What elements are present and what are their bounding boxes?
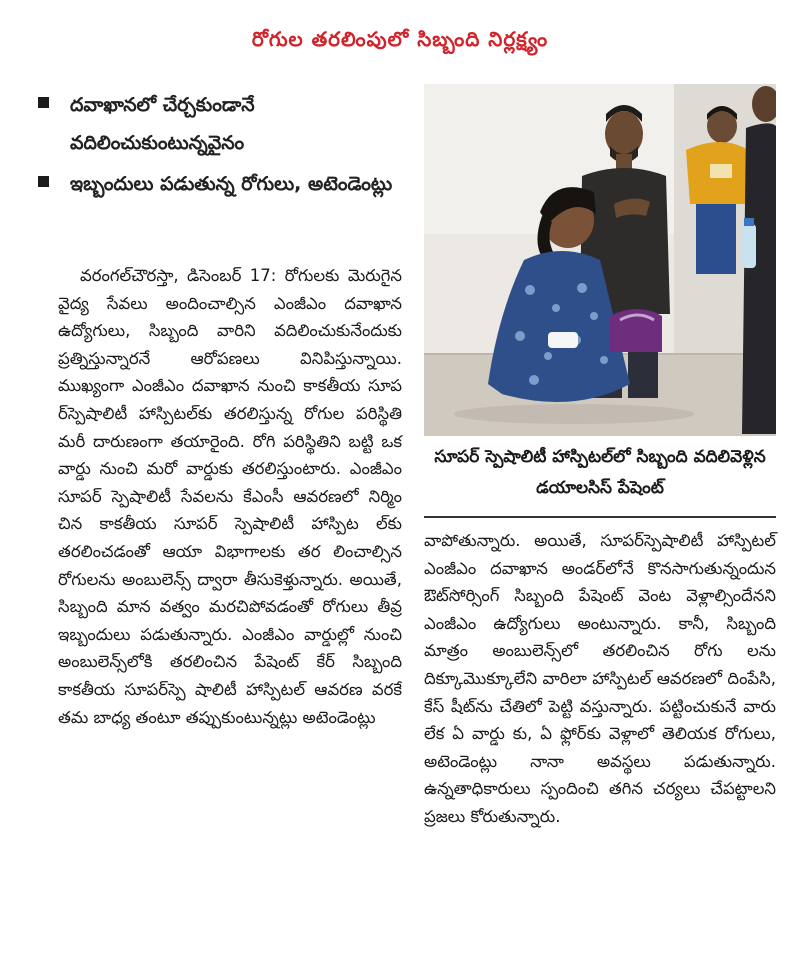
subhead-1-text: దవాఖానలో చేర్చకుండానే వదిలించుకుంటున్నవైనం bbox=[70, 94, 255, 154]
caption-divider bbox=[424, 516, 776, 518]
article-body-left: వరంగల్‌చౌరస్తా, డిసెంబర్ 17: రోగులకు మెరుగైన వైద్య సేవలు అందించాల్సిన ఎంజీఎం దవాఖాన ఉద్యోగులు, సిబ్బంది వారిని వదిలించుకునేందుకు ప్రత్నిస్తున్నారనే ఆరోపణలు వినిపిస్తున్నాయి. ముఖ్యంగా ఎంజీఎం దవాఖాన నుంచి కాకతీయ సూప ర్‌స్పెషాలిటీ హాస్పిటల్‌కు తరలిస్తున్న రోగుల పరిస్థితి మరీ దారుణంగా తయారైంది. రోగి పరిస్థితిని బట్టి ఒక వార్డు నుంచి మరో వార్డుకు తరలిస్తుంటారు. ఎంజీఎం సూపర్ స్పెషాలిటీ సేవలను కేఎంసీ ఆవరణలో నిర్మిం చిన కాకతీయ సూపర్ స్పెషాలిటీ హాస్పిట ల్‌కు తరలించడంతో ఆయా విభాగాలకు తర లించాల్సిన రోగులను అంబులెన్స్ ద్వారా తీసుకెళ్తున్నారు. అయితే, సిబ్బంది మాన వత్వం మరచిపోవడంతో రోగులు తీవ్ర ఇబ్బందులు పడుతున్నారు. ఎంజీఎం వార్డుల్లో నుంచి అంబులెన్స్‌లోకి తరలించిన పేషెంట్ కేర్ సిబ్బంది కాకతీయ సూపర్‌స్పె షాలిటీ హాస్పిటల్ ఆవరణ వరకే తమ బాధ్య తంటూ తప్పుకుంటున్నట్లు అటెండెంట్లు bbox=[58, 266, 402, 727]
article-body-right: వాపోతున్నారు. అయితే, సూపర్‌స్పెషాలిటీ హాస్పిటల్ ఎంజీఎం దవాఖాన అండర్‌లోనే కొనసాగుతున్నందున ఔట్‌సోర్సింగ్ సిబ్బంది పేషెంట్ వెంట వెళ్లాల్సిందేనని ఎంజీఎం ఉద్యోగులు అంటున్నారు. కానీ, సిబ్బంది మాత్రం అంబులెన్స్‌లో తరలించిన రోగు లను దిక్కూమొక్కూలేని వారిలా హాస్పిటల్ ఆవరణలో దింపేసి, కేస్ షీట్‌ను చేతిలో పెట్టి వస్తున్నారు. పట్టించుకునే వారు లేక ఏ వార్డు కు, ఏ ఫ్లోర్‌కు వెళ్లాలో తెలియక రోగులు, అటెండెంట్లు నానా అవస్థలు పడుతున్నారు. ఉన్నతాధికారులు స్పందించి తగిన చర్యలు చేపట్టాలని ప్రజలు కోరుతున్నారు. bbox=[424, 531, 776, 826]
bullet-square-icon bbox=[38, 176, 49, 187]
headline: రోగుల తరలింపులో సిబ్బంది నిర్లక్ష్యం bbox=[251, 27, 549, 51]
subhead-2 bbox=[38, 165, 408, 203]
subhead-2-text: ఇబ్బందులు పడుతున్న రోగులు, అటెండెంట్లు bbox=[70, 173, 393, 195]
bullet-square-icon bbox=[38, 97, 49, 108]
photo-caption: సూపర్ స్పెషాలిటీ హాస్పిటల్‌లో సిబ్బంది వదిలివెళ్లిన డయాలసిస్ పేషెంట్ bbox=[434, 447, 766, 498]
subhead-1 bbox=[38, 86, 408, 162]
subheads bbox=[38, 86, 408, 203]
news-photo bbox=[424, 84, 776, 436]
